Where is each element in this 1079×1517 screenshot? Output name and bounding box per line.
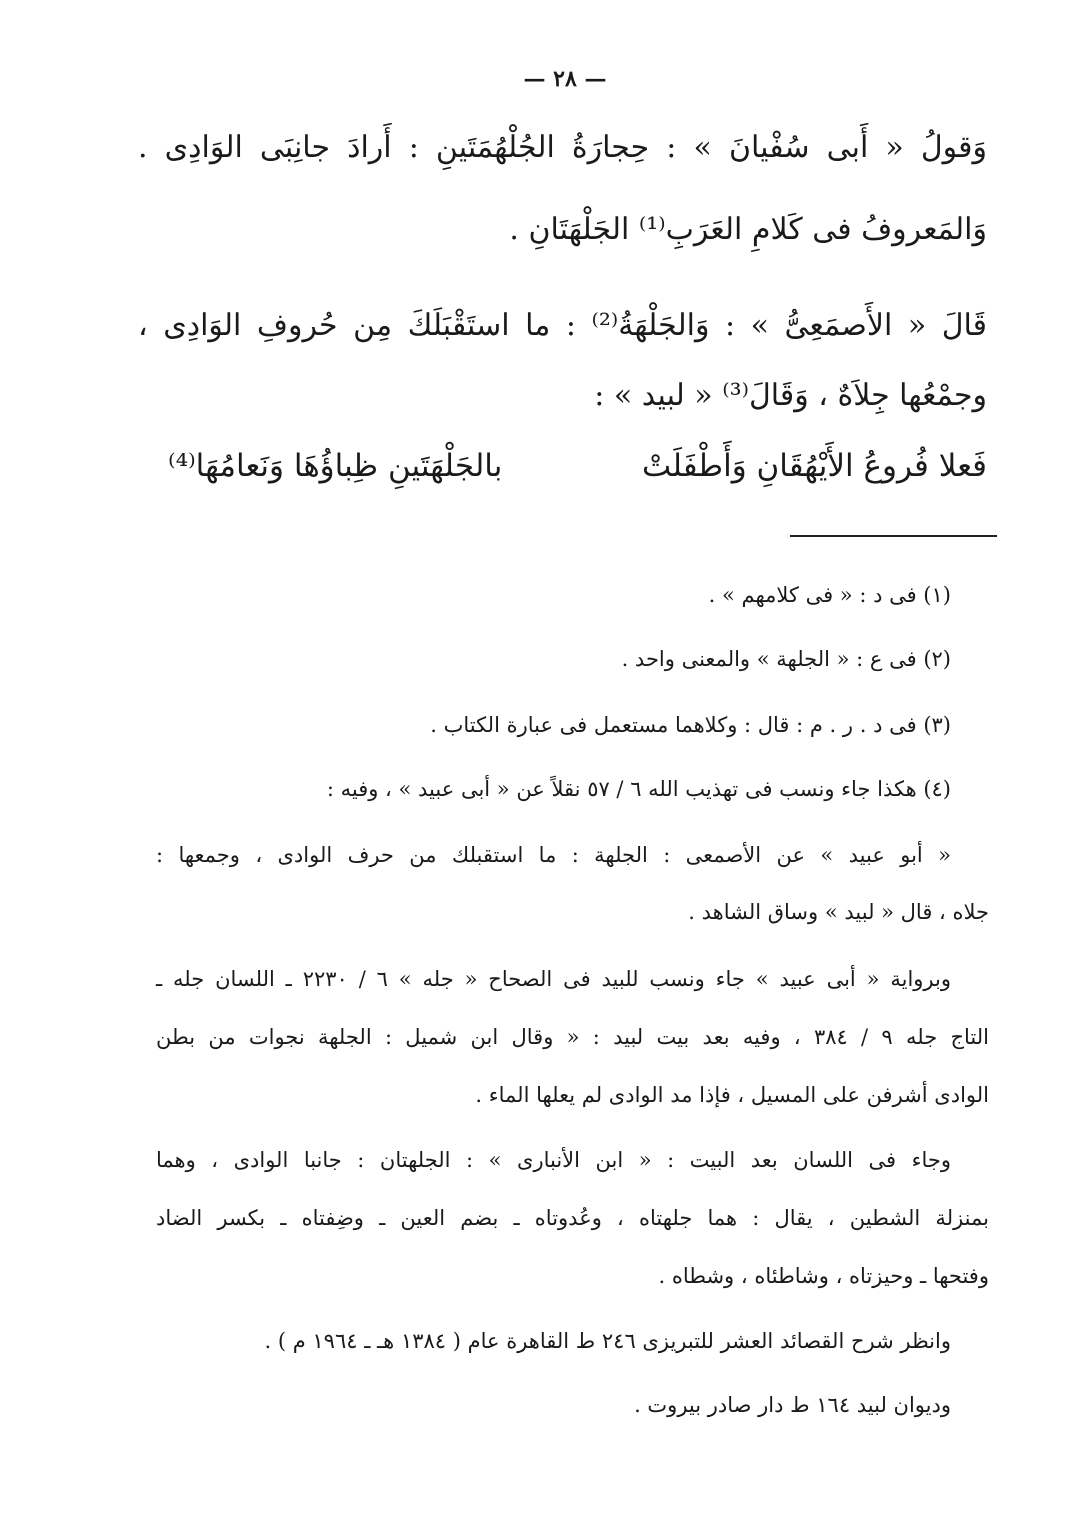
footnote-4-line-6: الوادى أشرفن على المسيل ، فإذا مد الوادى لم يعلها الماء . (475, 1083, 989, 1107)
footnote-1: (١) فى د : « فى كلامهم » . (708, 583, 951, 607)
footnote-4-line-4: وبرواية « أبى عبيد » جاء ونسب للبيد فى الصحاح « جله » ٦ / ٢٢٣٠ ـ اللسان جله ـ (156, 967, 951, 991)
footnote-4-line-10: وانظر شرح القصائد العشر للتبريزى ٢٤٦ ط القاهرة عام ( ١٣٨٤ هـ ـ ١٩٦٤ م ) . (264, 1329, 951, 1353)
verse-first-hemistich: فَعلا فُروعُ الأَيْهُقَانِ وَأَطْفَلَتْ (642, 448, 987, 484)
footnote-3: (٣) فى د . ر . م : قال : وكلاهما مستعمل فى عبارة الكتاب . (430, 713, 951, 737)
footnote-4-line-3: جلاه ، قال « لبيد » وساق الشاهد . (688, 900, 989, 924)
footnote-4-line-1: (٤) هكذا جاء ونسب فى تهذيب الله ٦ / ٥٧ نقلاً عن « أبى عبيد » ، وفيه : (326, 777, 951, 801)
footnote-4-line-8: بمنزلة الشطين ، يقال : هما جلهتاه ، وعُدوتاه ـ بضم العين ـ وضِفتاه ـ بكسر الضاد (156, 1206, 989, 1230)
footnote-4-line-2: « أبو عبيد » عن الأصمعى : الجلهة : ما استقبلك من حرف الوادى ، وجمعها : (156, 843, 951, 867)
main-text-line-4: وجمْعُها جِلاَهٌ ، وَقَالَ⁽³⁾ « لبيد » : (594, 378, 987, 413)
footnote-4-line-7: وجاء فى اللسان بعد البيت : « ابن الأنبارى » : الجلهتان : جانبا الوادى ، وهما (156, 1148, 951, 1172)
footnote-4-line-11: وديوان لبيد ١٦٤ ط دار صادر بيروت . (634, 1393, 951, 1417)
footnote-4-line-9: وفتحها ـ وحيزتاه ، وشاطئاه ، وشطاه . (658, 1264, 989, 1288)
footnote-2: (٢) فى ع : « الجلهة » والمعنى واحد . (621, 647, 951, 671)
verse-second-hemistich: بالجَلْهَتَينِ ظِباؤُهَا وَنَعامُهَا⁽⁴⁾ (168, 448, 503, 484)
main-text-line-1: وَقولُ « أَبى سُفْيانَ » : حِجارَةُ الجُلْهُمَتَينِ : أَرادَ جانِبَى الوَادِى . (138, 130, 987, 165)
footnote-separator (790, 535, 997, 537)
page-number: — ٢٨ — (523, 66, 607, 92)
main-text-line-2: وَالمَعروفُ فى كَلامِ العَرَبِ⁽¹⁾ الجَلْهَتَانِ . (509, 212, 987, 247)
footnote-4-line-5: التاج جله ٩ / ٣٨٤ ، وفيه بعد بيت لبيد : « وقال ابن شميل : الجلهة نجوات من بطن (156, 1025, 989, 1049)
main-text-line-3: قَالَ « الأَصمَعِىُّ » : وَالجَلْهَةُ⁽²⁾ : ما استَقْبَلَكَ مِن حُروفِ الوَادِى ، (138, 308, 987, 343)
